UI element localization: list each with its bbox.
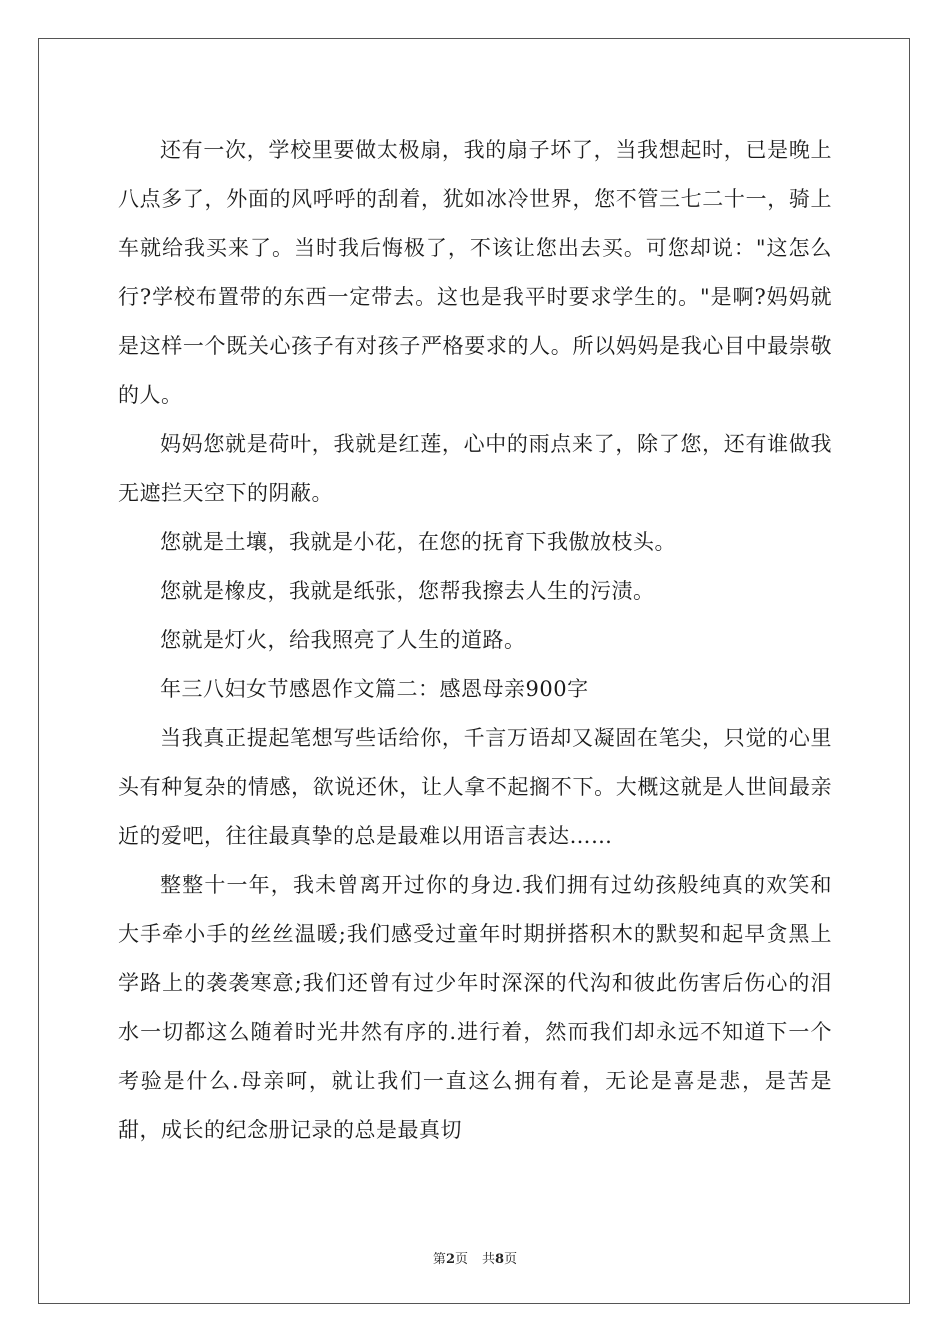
paragraph-7: 整整十一年，我未曾离开过你的身边.我们拥有过幼孩般纯真的欢笑和大手牵小手的丝丝温暖;我们感受过童年时期拼搭积木的默契和起早贪黑上学路上的袭袭寒意;我们还曾有过少年时深深的代沟和彼此伤害后伤心的泪水一切都这么随着时光井然有序的.进行着，然而我们却永远不知道下一个考验是什么.母亲呵，就让我们一直这么拥有着，无论是喜是悲，是苦是甜，成长的纪念册记录的总是最真切 (118, 873, 832, 1142)
paragraph-2: 妈妈您就是荷叶，我就是红莲，心中的雨点来了，除了您，还有谁做我无遮拦天空下的阴蔽。 (118, 432, 832, 505)
paragraph-1: 还有一次，学校里要做太极扇，我的扇子坏了，当我想起时，已是晚上八点多了，外面的风呼呼的刮着，犹如冰冷世界，您不管三七二十一，骑上车就给我买来了。当时我后悔极了，不该让您出去买。可您却说："这怎么行?学校布置带的东西一定带去。这也是我平时要求学生的。"是啊?妈妈就是这样一个既关心孩子有对孩子严格要求的人。所以妈妈是我心目中最崇敬的人。 (118, 138, 832, 407)
paragraph-6: 当我真正提起笔想写些话给你，千言万语却又凝固在笔尖，只觉的心里头有种复杂的情感，欲说还休，让人拿不起搁不下。大概这就是人世间最亲近的爱吧，往往最真挚的总是最难以用语言表达…… (118, 726, 832, 848)
section-heading: 年三八妇女节感恩作文篇二：感恩母亲900字 (160, 677, 589, 701)
paragraph-5: 您就是灯火，给我照亮了人生的道路。 (160, 628, 526, 652)
page-prefix: 第 (432, 1252, 446, 1267)
document-body (118, 126, 832, 1155)
total-suffix: 页 (504, 1252, 518, 1267)
total-pages: 8 (495, 1252, 505, 1267)
total-prefix: 共 (482, 1252, 496, 1267)
page-suffix: 页 (454, 1252, 468, 1267)
paragraph-4: 您就是橡皮，我就是纸张，您帮我擦去人生的污渍。 (160, 579, 655, 603)
page-number: 2 (445, 1252, 455, 1267)
page-footer (0, 1248, 950, 1267)
paragraph-3: 您就是土壤，我就是小花，在您的抚育下我傲放枝头。 (160, 530, 676, 554)
